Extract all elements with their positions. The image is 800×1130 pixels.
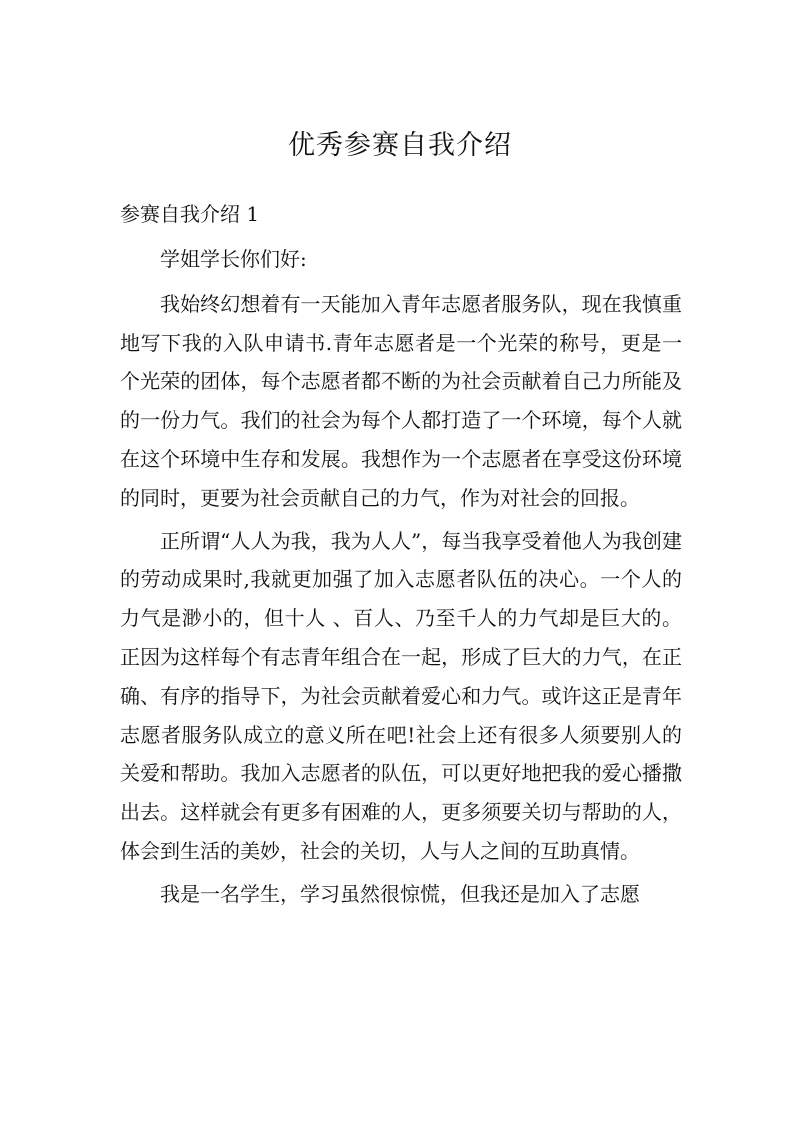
document-body <box>120 240 682 918</box>
section-heading: 参赛自我介绍 1 <box>120 202 260 226</box>
document-title: 优秀参赛自我介绍 <box>288 130 512 161</box>
paragraph-3: 我是一名学生，学习虽然很惊慌，但我还是加入了志愿 <box>160 881 640 906</box>
greeting-line: 学姐学长你们好: <box>160 247 307 271</box>
paragraph-2: 正所谓“人人为我，我为人人”，每当我享受着他人为我创建的劳动成果时,我就更加强了加入志愿者队伍的决心。一个人的力气是渺小的，但十人 、百人、乃至千人的力气却是巨大的。正因为这样每个有志青年组合在一起，形成了巨大的力气，在正确、有序的指导下，为社会贡献着爱心和力气。或许这正是青年志愿者服务队成立的意义所在吧!社会上还有很多人须要别人的关爱和帮助。我加入志愿者的队伍，可以更好地把我的爱心播撒出去。这样就会有更多有困难的人，更多须要关切与帮助的人，体会到生活的美妙，社会的关切，人与人之间的互助真情。 <box>120 528 682 863</box>
paragraph-1: 我始终幻想着有一天能加入青年志愿者服务队，现在我慎重地写下我的入队申请书.青年志愿者是一个光荣的称号，更是一个光荣的团体，每个志愿者都不断的为社会贡献着自己力所能及的一份力气。我们的社会为每个人都打造了一个环境，每个人就在这个环境中生存和发展。我想作为一个志愿者在享受这份环境的同时，更要为社会贡献自己的力气，作为对社会的回报。 <box>120 291 682 510</box>
